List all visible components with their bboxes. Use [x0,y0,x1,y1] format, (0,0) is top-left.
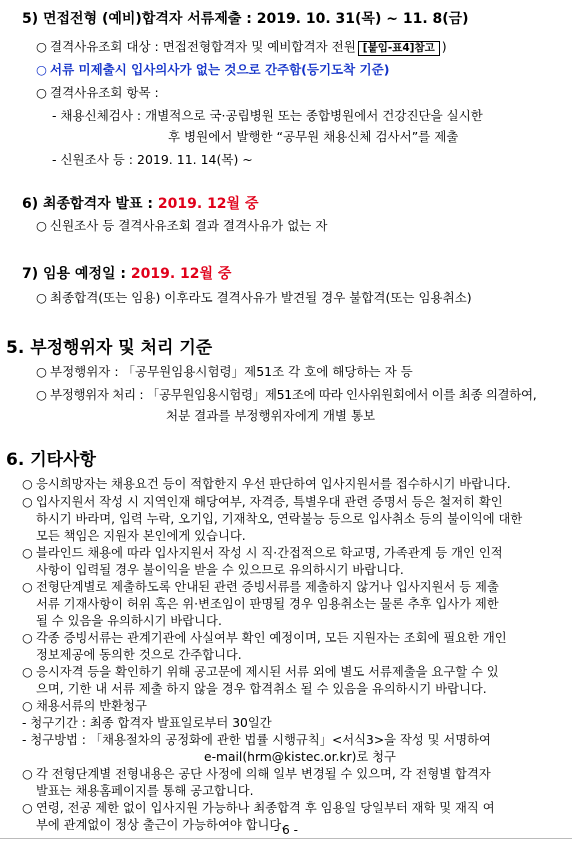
misc-line-text: 블라인드 채용에 따라 입사지원서 작성 시 직·간접적으로 학교명, 가족관계 등 개인 인적 [36,546,503,560]
misc-line-13: 으며, 기한 내 서류 제출 하지 않을 경우 합격취소 될 수 있음을 유의하시기 바랍니다. [36,682,487,696]
misc-line-text: 연령, 전공 제한 없이 입사지원 가능하나 최종합격 후 임용일 당일부터 재학 및 재직 여 [36,801,495,815]
misc-line-6: 사항이 입력될 경우 불이익을 받을 수 있으므로 유의하시기 바랍니다. [36,563,404,577]
section6-heading-label: 6) 최종합격자 발표 : [22,196,158,212]
misc-heading: 6. 기타사항 [6,450,96,470]
misc-line-12 [22,662,499,680]
section7-item1-text: 최종합격(또는 임용) 이후라도 결격사유가 발견될 경우 불합격(또는 임용취소) [50,290,472,305]
misconduct-item2-line1 [36,385,536,403]
misc-line-11: 정보제공에 동의한 것으로 간주합니다. [36,648,242,662]
circle-bullet-icon: ○ [36,39,47,54]
reference-badge [358,41,440,56]
section6-heading [22,193,258,213]
misc-line-5 [22,543,503,561]
misconduct-item1-text: 부정행위자 : 「공무원임용시험령」제51조 각 호에 해당하는 자 등 [50,364,413,379]
section5-item3 [36,83,159,101]
circle-bullet-icon: ○ [36,290,47,305]
misc-line-text: 입사지원서 작성 시 지역인재 해당여부, 자격증, 특별우대 관련 증명서 등은 철저히 확인 [36,495,503,509]
page-bottom-divider [0,838,572,843]
circle-bullet-icon: ○ [36,218,47,233]
misc-line-text: 채용서류의 반환청구 [36,699,147,713]
misc-line-19: 발표는 채용홈페이지를 통해 공고합니다. [36,784,254,798]
misc-line-20 [22,798,495,816]
misc-line-18 [22,764,491,782]
circle-bullet-icon: ○ [22,580,33,594]
misc-line-2 [22,492,503,510]
section7-item1 [36,288,472,306]
section5-sub2: - 신원조사 등 : 2019. 11. 14(목) ~ [52,152,253,167]
misconduct-item2-text: 부정행위자 처리 : 「공무원임용시험령」제51조에 따라 인사위원회에서 이를 최종 의결하여, [50,387,537,402]
misc-line-7 [22,577,499,595]
misc-line-17: e-mail(hrm@kistec.or.kr)로 청구 [204,750,396,764]
circle-bullet-icon: ○ [22,477,33,491]
misc-line-10 [22,628,507,646]
misc-line-16: - 청구방법 : 「채용절차의 공정화에 관한 법률 시행규칙」<서식3>을 작성 및 서명하여 [22,733,491,747]
section5-item2 [36,60,389,78]
page-number: - 6 - [274,823,298,837]
misc-line-text: 전형단계별로 제출하도록 안내된 관련 증빙서류를 제출하지 않거나 입사지원서 등 제출 [36,580,499,594]
circle-bullet-icon: ○ [36,364,47,379]
section7-heading [22,263,231,283]
section5-item2-text: 서류 미제출시 입사의사가 없는 것으로 간주함(등기도착 기준) [50,62,390,77]
misc-line-text: 각종 증빙서류는 관계기관에 사실여부 확인 예정이며, 모든 지원자는 조회에 필요한 개인 [36,631,507,645]
misc-line-text: 응시희망자는 채용요건 등이 적합한지 우선 판단하여 입사지원서를 접수하시기 바랍니다. [36,477,511,491]
misconduct-item2-line2: 처분 결과를 부정행위자에게 개별 통보 [166,408,376,423]
section5-heading-label: 5) 면접전형 (예비)합격자 서류제출 : [22,11,257,27]
circle-bullet-icon: ○ [22,665,33,679]
section5-sub1-line1: - 채용신체검사 : 개별적으로 국·공립병원 또는 종합병원에서 건강진단을 실시한 [52,108,483,123]
circle-bullet-icon: ○ [22,699,33,713]
misc-line-21: 부에 관계없이 정상 출근이 가능하여야 합니다. [36,818,286,832]
circle-bullet-icon: ○ [22,495,33,509]
circle-bullet-icon: ○ [36,387,47,402]
circle-bullet-icon: ○ [22,546,33,560]
section5-sub1-line2: 후 병원에서 발행한 “공무원 채용신체 검사서”를 제출 [168,129,459,144]
section6-heading-date: 2019. 12월 중 [157,196,259,212]
section7-heading-label: 7) 임용 예정일 : [22,266,131,282]
circle-bullet-icon: ○ [22,767,33,781]
section5-heading-dates: 2019. 10. 31(목) ~ 11. 8(금) [256,11,469,27]
section5-item1-text: 결격사유조회 대상 : 면접전형합격자 및 예비합격자 전원 [50,39,356,54]
misconduct-heading: 5. 부정행위자 및 처리 기준 [6,338,213,358]
circle-bullet-icon: ○ [22,631,33,645]
misc-line-text: 각 전형단계별 전형내용은 공단 사정에 의해 일부 변경될 수 있으며, 각 전형별 합격자 [36,767,491,781]
section5-heading [22,8,469,28]
misc-line-text: 응시자격 등을 확인하기 위해 공고문에 제시된 서류 외에 별도 서류제출을 요구할 수 있 [36,665,499,679]
misc-line-9: 될 수 있음을 유의하시기 바랍니다. [36,614,222,628]
misc-line-14 [22,696,147,714]
circle-bullet-icon: ○ [22,801,33,815]
misconduct-item1 [36,362,413,380]
circle-bullet-icon: ○ [36,85,47,100]
misc-line-1 [22,474,511,492]
section7-heading-date: 2019. 12월 중 [130,266,232,282]
section6-item1 [36,216,327,234]
section5-item1: ○ 결격사유조회 대상 : 면접전형합격자 및 예비합격자 전원 [붙임-표4]참고 ) [36,39,447,54]
reference-badge-text: [붙임-표4]참고 [362,42,435,54]
misc-line-3: 하시기 바라며, 입력 누락, 오기입, 기재착오, 연락불능 등으로 입사취소 등의 불이익에 대한 [36,512,523,526]
section5-item3-text: 결격사유조회 항목 : [50,85,159,100]
misc-line-4: 모든 책임은 지원자 본인에게 있습니다. [36,529,246,543]
section6-item1-text: 신원조사 등 결격사유조회 결과 결격사유가 없는 자 [50,218,328,233]
misc-line-15: - 청구기간 : 최종 합격자 발표일로부터 30일간 [22,716,272,730]
circle-bullet-icon: ○ [36,62,47,77]
misc-line-8: 서류 기재사항이 허위 혹은 위·변조임이 판명될 경우 임용취소는 물론 추후 입사가 제한 [36,597,499,611]
